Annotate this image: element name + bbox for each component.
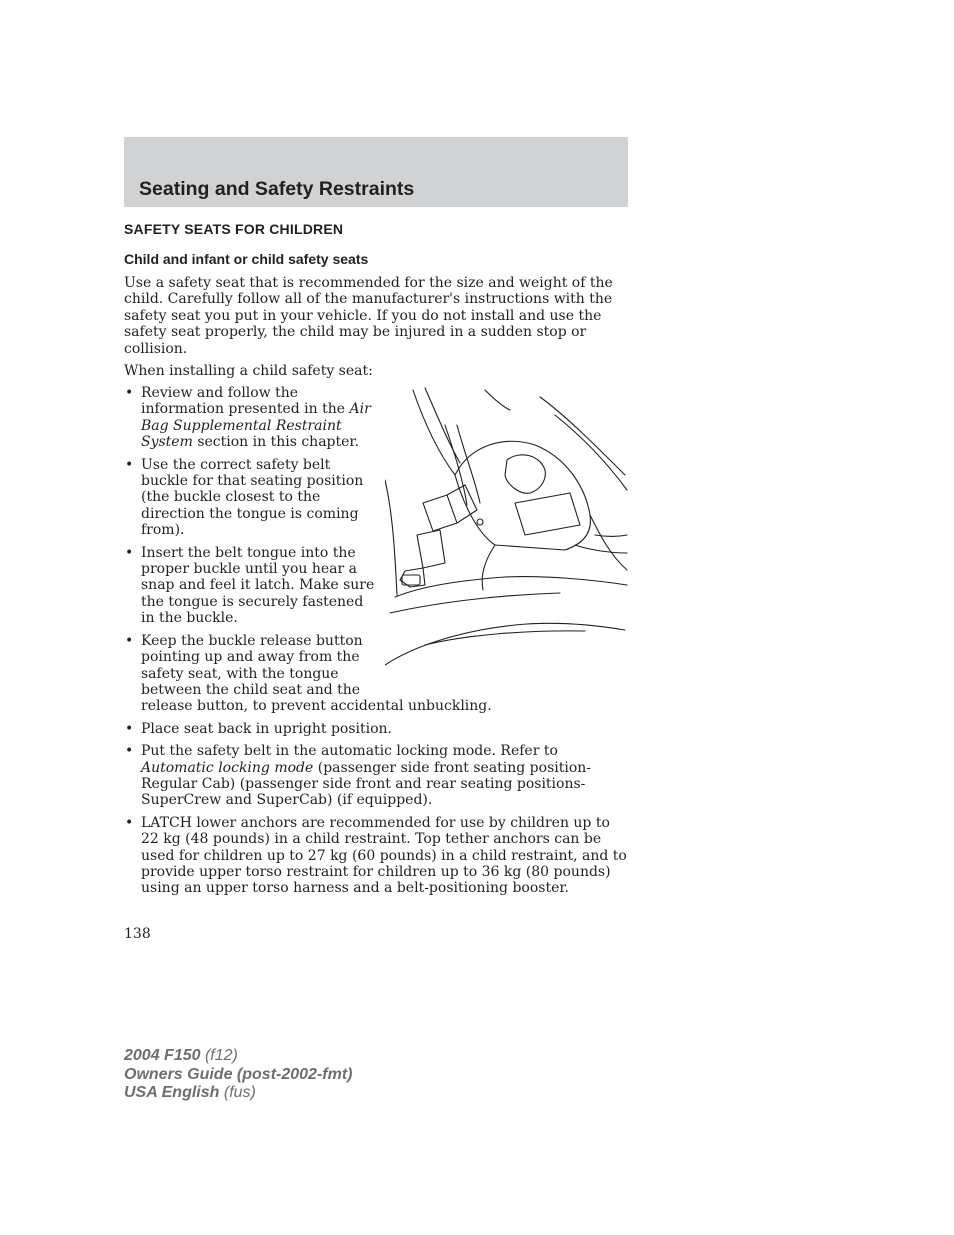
installing-paragraph: When installing a child safety seat: (124, 363, 373, 379)
bullet-text: Use the correct safety belt buckle for that seating position (the buckle closest to the direction the tongue is coming from). (141, 456, 364, 539)
bullet-text-continued: release button, to prevent accidental unbuckling. (141, 698, 492, 715)
section-header-band (124, 137, 628, 207)
document-footer (124, 1047, 352, 1103)
bullet-text: section in this chapter. (192, 434, 360, 451)
instructions-list (124, 385, 629, 903)
bullet-text: Put the safety belt in the automatic locking mode. Refer to (141, 743, 558, 760)
bullet-text: Insert the belt tongue into the proper buckle until you hear a snap and feel it latch. Make sure the tongue is securely fastened in the buckle. (141, 544, 375, 627)
bullet-glyph: • (125, 743, 134, 760)
list-item (124, 457, 381, 539)
list-item (124, 721, 629, 737)
bullet-italic-reference: Automatic locking mode (141, 759, 314, 776)
bullet-text: Place seat back in upright position. (141, 720, 392, 737)
page-number: 138 (124, 926, 151, 942)
footer-guide: Owners Guide (post-2002-fmt) (124, 1065, 353, 1083)
footer-model: 2004 F150 (124, 1047, 201, 1064)
footer-model-code: (f12) (200, 1047, 238, 1064)
bullet-text: Keep the buckle release button pointing up and away from the safety seat, with the tongue between the child seat and the (141, 632, 363, 698)
list-item (124, 815, 629, 897)
bullet-glyph: • (125, 456, 134, 473)
footer-language-code: (fus) (219, 1084, 256, 1101)
bullet-glyph: • (125, 544, 134, 561)
bullet-text: LATCH lower anchors are recommended for use by children up to 22 kg (48 pounds) in a child restraint. Top tether anchors can be used for children up to 27 kg (60 pounds) in a child restraint, and to provide upper torso restraint for children up to 36 kg (80 pounds) using an upper torso harness and a belt-positioning booster. (141, 814, 627, 897)
intro-paragraph: Use a safety seat that is recommended for the size and weight of the child. Carefully follow all of the manufacturer's instructions with the safety seat you put in your vehicle. If you do not install and use the safety seat properly, the child may be injured in a sudden stop or collision. (124, 275, 613, 357)
section-title: Seating and Safety Restraints (139, 178, 415, 200)
bullet-text: Review and follow the information presented in the (141, 385, 350, 418)
list-item (124, 545, 381, 627)
bullet-text: (passenger side front seating position-Regular Cab) (passenger side front and rear seating positions-SuperCrew and SuperCab) (if equipped). (141, 759, 592, 809)
bullet-glyph: • (125, 632, 134, 649)
bullet-glyph: • (125, 385, 134, 401)
bullet-glyph: • (125, 814, 134, 831)
bullet-italic-reference: Air Bag Supplemental Restraint System (141, 401, 371, 451)
bullet-glyph: • (125, 720, 134, 737)
footer-language: USA English (124, 1084, 220, 1101)
section-heading: SAFETY SEATS FOR CHILDREN (124, 221, 344, 237)
list-item (124, 743, 629, 809)
list-item (124, 633, 629, 715)
list-item (124, 385, 381, 451)
subsection-heading: Child and infant or child safety seats (124, 251, 369, 267)
